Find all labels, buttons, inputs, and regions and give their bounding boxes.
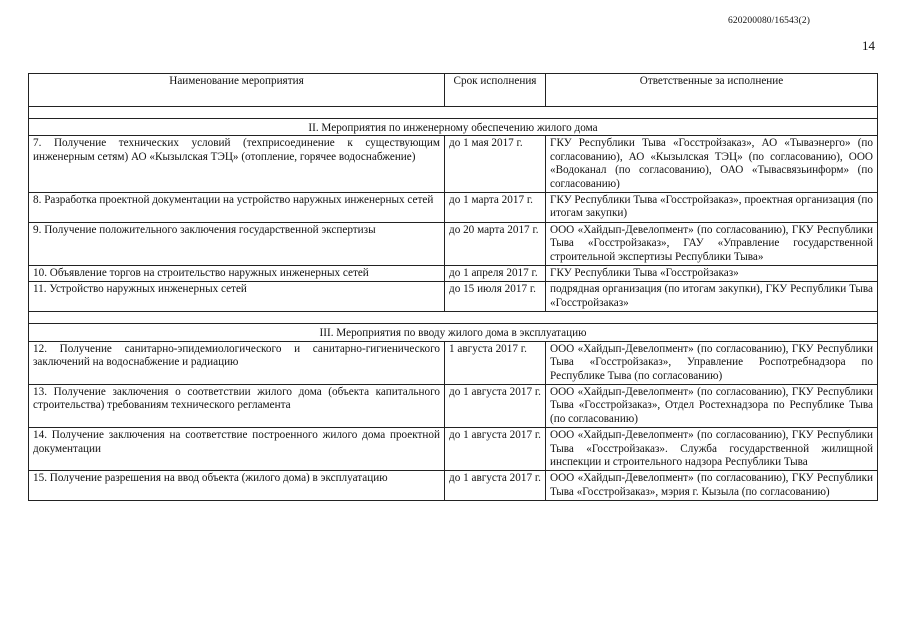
event-term: до 1 апреля 2017 г. xyxy=(445,266,546,282)
event-responsible: ООО «Хайдып-Девелопмент» (по согласованию), ГКУ Республики Тыва «Госстройзаказ», Управление Роспотребнадзора по Республике Тыва (по согласованию) xyxy=(546,341,878,384)
table-row xyxy=(29,282,878,312)
event-term: до 1 августа 2017 г. xyxy=(445,384,546,427)
event-name: 13. Получение заключения о соответствии жилого дома (объекта капитального строительства) требованиям технического регламента xyxy=(29,384,445,427)
column-header-term: Срок исполнения xyxy=(445,74,546,107)
event-term: до 1 августа 2017 г. xyxy=(445,471,546,501)
table-header-row xyxy=(29,74,878,107)
event-name: 14. Получение заключения на соответствие построенного жилого дома проектной документации xyxy=(29,428,445,471)
event-term: 1 августа 2017 г. xyxy=(445,341,546,384)
event-responsible: ООО «Хайдып-Девелопмент» (по согласованию), ГКУ Республики Тыва «Госстройзаказ», ГАУ «Управление государственной строительной экспертизы Республики Тыва» xyxy=(546,222,878,265)
table-row xyxy=(29,193,878,223)
page-number: 14 xyxy=(862,38,875,53)
event-name: 10. Объявление торгов на строительство наружных инженерных сетей xyxy=(29,266,445,282)
column-header-name: Наименование мероприятия xyxy=(29,74,445,107)
event-name: 7. Получение технических условий (техприсоединение к существующим инженерным сетям) АО «Кызылская ТЭЦ» (отопление, горячее водоснабжение) xyxy=(29,136,445,193)
table-row xyxy=(29,136,878,193)
event-name: 15. Получение разрешения на ввод объекта (жилого дома) в эксплуатацию xyxy=(29,471,445,501)
event-name: 9. Получение положительного заключения государственной экспертизы xyxy=(29,222,445,265)
event-responsible: ООО «Хайдып-Девелопмент» (по согласованию), ГКУ Республики Тыва «Госстройзаказ», мэрия г. Кызыла (по согласованию) xyxy=(546,471,878,501)
table-row xyxy=(29,428,878,471)
event-term: до 15 июля 2017 г. xyxy=(445,282,546,312)
event-responsible: ГКУ Республики Тыва «Госстройзаказ» xyxy=(546,266,878,282)
column-header-responsible: Ответственные за исполнение xyxy=(546,74,878,107)
spacer-row xyxy=(29,312,878,324)
section-heading-row xyxy=(29,324,878,341)
section-heading-row xyxy=(29,119,878,136)
table-row xyxy=(29,222,878,265)
spacer-row xyxy=(29,107,878,119)
event-responsible: ГКУ Республики Тыва «Госстройзаказ», проектная организация (по итогам закупки) xyxy=(546,193,878,223)
table-row xyxy=(29,341,878,384)
event-term: до 1 марта 2017 г. xyxy=(445,193,546,223)
table-row xyxy=(29,471,878,501)
event-term: до 20 марта 2017 г. xyxy=(445,222,546,265)
section-title: II. Мероприятия по инженерному обеспечению жилого дома xyxy=(29,119,878,136)
event-name: 11. Устройство наружных инженерных сетей xyxy=(29,282,445,312)
event-term: до 1 августа 2017 г. xyxy=(445,428,546,471)
event-term: до 1 мая 2017 г. xyxy=(445,136,546,193)
event-responsible: ООО «Хайдып-Девелопмент» (по согласованию), ГКУ Республики Тыва «Госстройзаказ». Служба государственной жилищной инспекции и строительного надзора Республики Тыва xyxy=(546,428,878,471)
table-row xyxy=(29,266,878,282)
event-name: 12. Получение санитарно-эпидемиологического и санитарно-гигиенического заключений на водоснабжение и радиацию xyxy=(29,341,445,384)
events-table xyxy=(28,73,878,501)
event-name: 8. Разработка проектной документации на устройство наружных инженерных сетей xyxy=(29,193,445,223)
section-title: III. Мероприятия по вводу жилого дома в эксплуатацию xyxy=(29,324,878,341)
event-responsible: подрядная организация (по итогам закупки), ГКУ Республики Тыва «Госстройзаказ» xyxy=(546,282,878,312)
table-row xyxy=(29,384,878,427)
document-id: 620200080/16543(2) xyxy=(728,16,811,26)
event-responsible: ООО «Хайдып-Девелопмент» (по согласованию), ГКУ Республики Тыва «Госстройзаказ», Отдел Ростехнадзора по Республике Тыва (по согласованию) xyxy=(546,384,878,427)
event-responsible: ГКУ Республики Тыва «Госстройзаказ», АО «Тываэнерго» (по согласованию), АО «Кызылская ТЭЦ» (по согласованию), ООО «Водоканал (по согласованию), ОАО «Тывасвязьинформ» (по согласованию) xyxy=(546,136,878,193)
